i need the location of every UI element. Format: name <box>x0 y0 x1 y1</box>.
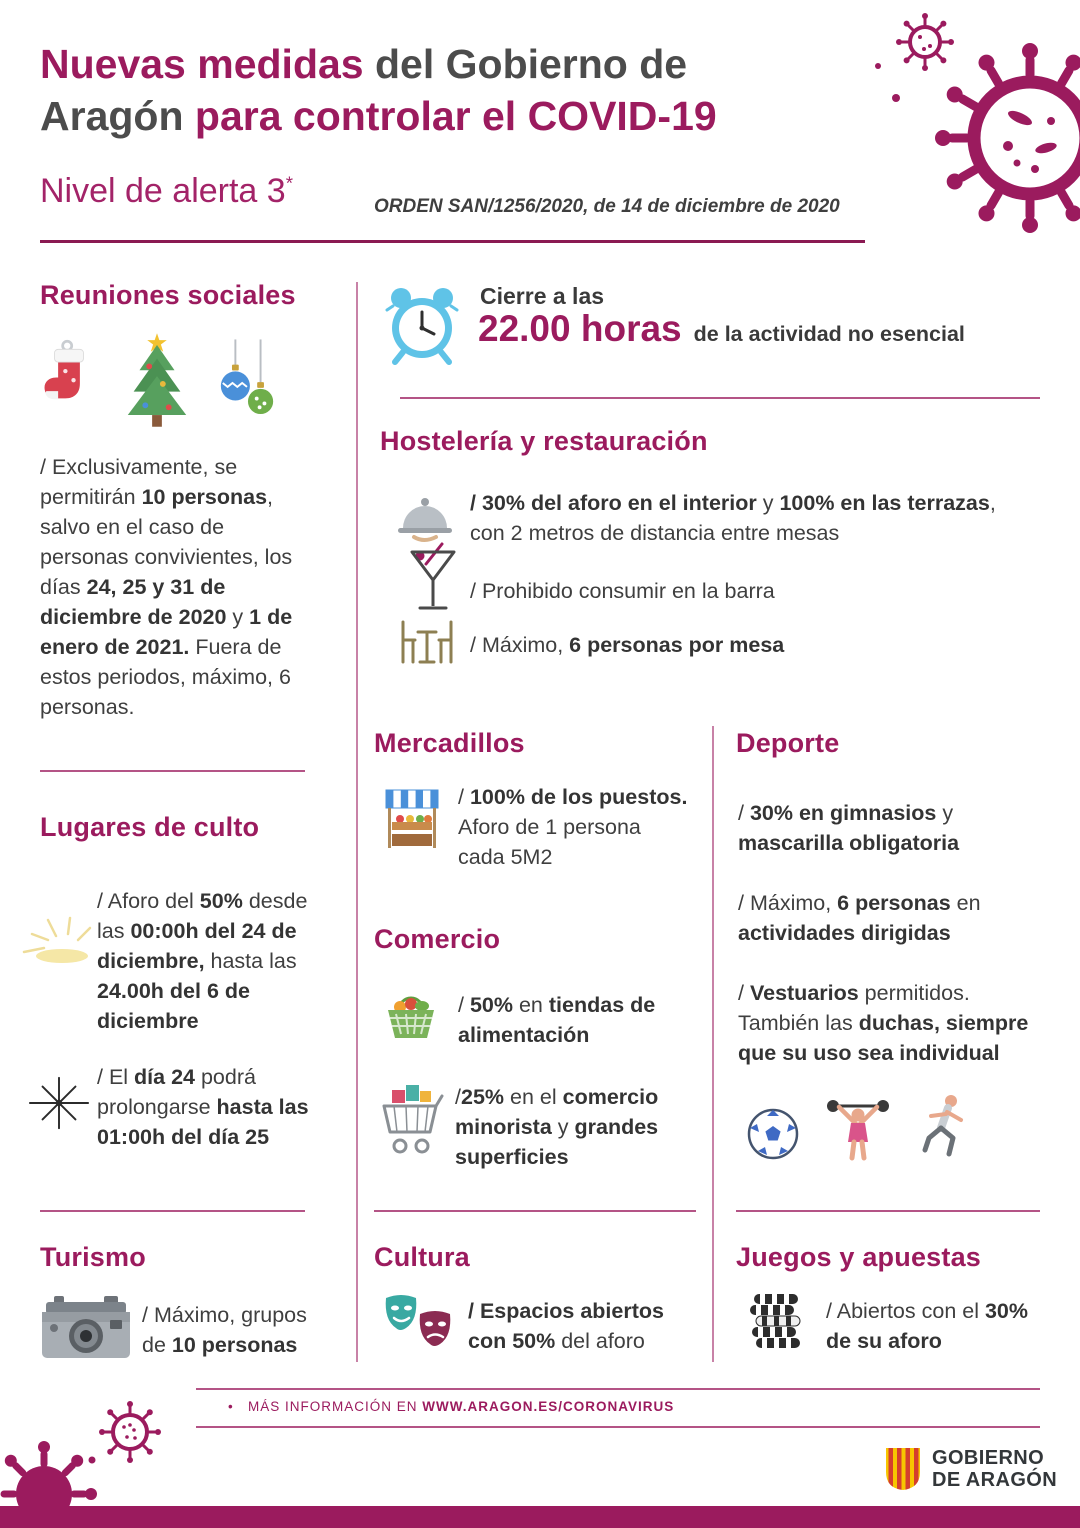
virus-illustration-top-right <box>850 6 1080 274</box>
christmas-stocking-icon <box>40 334 98 430</box>
deporte-item-2: / Máximo, 6 personas en actividades dirigidas <box>738 891 981 945</box>
header-rule <box>40 240 865 243</box>
footer-info <box>228 1399 674 1414</box>
gobierno-line-1: GOBIERNO <box>932 1447 1045 1469</box>
sun-glow-icon <box>18 912 102 968</box>
gobierno-line-2: DE ARAGÓN <box>932 1469 1058 1491</box>
weightlifter-icon <box>823 1092 893 1162</box>
footer-info-label: MÁS INFORMACIÓN EN <box>248 1399 423 1414</box>
closure-rest: de la actividad no esencial <box>693 322 965 346</box>
section-title-mercadillos: Mercadillos <box>374 728 525 758</box>
footer-rule-top <box>196 1388 1040 1390</box>
left-divider-2 <box>40 1210 305 1212</box>
cultura-item-1: / Espacios abiertos con 50% del aforo <box>468 1299 664 1353</box>
culto-item-1: / Aforo del 50% desde las 00:00h del 24 de diciembre, hasta las 24.00h del 6 de diciembre <box>97 889 308 1033</box>
reuniones-body-text: / Exclusivamente, se permitirán 10 personas, salvo en el caso de personas convivientes, los días 24, 25 y 31 de diciembre de 2020 y 1 de enero de 2021. Fuera de estos periodos, máximo, 6 personas. <box>40 455 293 719</box>
christmas-tree-icon <box>120 330 194 430</box>
order-reference: ORDEN SAN/1256/2020, de 14 de diciembre de 2020 <box>374 196 840 217</box>
shopping-cart-icon <box>378 1080 444 1160</box>
gobierno-logo-text <box>932 1447 1057 1491</box>
title-line-2: Aragón para controlar el COVID-19 <box>40 93 717 139</box>
closure-divider <box>400 397 1040 399</box>
section-title-reuniones-sociales: Reuniones sociales <box>40 280 296 310</box>
footer-info-url: WWW.ARAGON.ES/CORONAVIRUS <box>422 1399 675 1414</box>
section-title-turismo: Turismo <box>40 1242 146 1272</box>
christmas-icons-row <box>40 330 278 430</box>
ornaments-icon <box>216 338 278 430</box>
footer-rule-bottom <box>196 1426 1040 1428</box>
alert-asterisk: * <box>285 172 293 194</box>
runner-icon <box>915 1092 971 1162</box>
gobierno-de-aragon-logo <box>884 1446 1057 1492</box>
alert-level: Nivel de alerta 3* <box>40 172 293 210</box>
table-chairs-icon <box>394 618 460 672</box>
page-title <box>40 38 920 142</box>
footer-bullet: • <box>228 1399 234 1414</box>
alarm-clock-icon <box>383 282 461 366</box>
closure-intro: Cierre a las <box>480 283 605 309</box>
closure-line <box>478 308 1048 350</box>
market-stall-icon <box>382 788 442 852</box>
juegos-item-1: / Abiertos con el 30% de su aforo <box>826 1299 1028 1353</box>
section-title-juegos-y-apuestas: Juegos y apuestas <box>736 1242 982 1272</box>
left-divider-1 <box>40 770 305 772</box>
sports-icons-row <box>745 1092 971 1162</box>
title-line-1: Nuevas medidas del Gobierno de <box>40 41 688 87</box>
theater-masks-icon <box>382 1292 456 1358</box>
deporte-item-1: / 30% en gimnasios y mascarilla obligatoria <box>738 801 960 855</box>
virus-illustration-bottom-left <box>0 1398 200 1508</box>
cocktail-icon <box>408 542 458 620</box>
closure-time: 22.00 horas <box>478 308 682 349</box>
section-title-hosteleria: Hostelería y restauración <box>380 426 708 456</box>
comercio-item-2: /25% en el comercio minorista y grandes superficies <box>455 1085 659 1169</box>
aragon-shield-icon <box>884 1446 922 1492</box>
section-title-cultura: Cultura <box>374 1242 470 1272</box>
right-divider <box>736 1210 1040 1212</box>
soccer-ball-icon <box>745 1106 801 1162</box>
culto-item-2: / El día 24 podrá prolongarse hasta las 01:00h del día 25 <box>97 1065 309 1149</box>
hosteleria-item-1: / 30% del aforo en el interior y 100% en las terrazas, con 2 metros de distancia entre mesas <box>470 491 996 545</box>
hosteleria-item-3: / Máximo, 6 personas por mesa <box>470 633 785 657</box>
section-title-lugares-de-culto: Lugares de culto <box>40 812 260 842</box>
star-sparkle-icon <box>28 1072 90 1134</box>
poker-chips-icon <box>748 1292 804 1356</box>
grocery-basket-icon <box>382 982 440 1042</box>
camera-icon <box>40 1294 132 1362</box>
hosteleria-item-2: / Prohibido consumir en la barra <box>470 579 775 603</box>
deporte-item-3: / Vestuarios permitidos. También las duchas, siempre que su uso sea individual <box>738 981 1029 1065</box>
vertical-divider-right <box>712 726 714 1362</box>
mercadillos-item-1: / 100% de los puestos. Aforo de 1 persona cada 5M2 <box>458 785 688 869</box>
section-title-comercio: Comercio <box>374 924 501 954</box>
section-title-deporte: Deporte <box>736 728 840 758</box>
bottom-accent-bar <box>0 1506 1080 1528</box>
comercio-item-1: / 50% en tiendas de alimentación <box>458 993 656 1047</box>
vertical-divider-left <box>356 282 358 1362</box>
cloche-icon <box>396 490 454 544</box>
middle-divider <box>374 1210 696 1212</box>
turismo-item-1: / Máximo, grupos de 10 personas <box>142 1303 307 1357</box>
